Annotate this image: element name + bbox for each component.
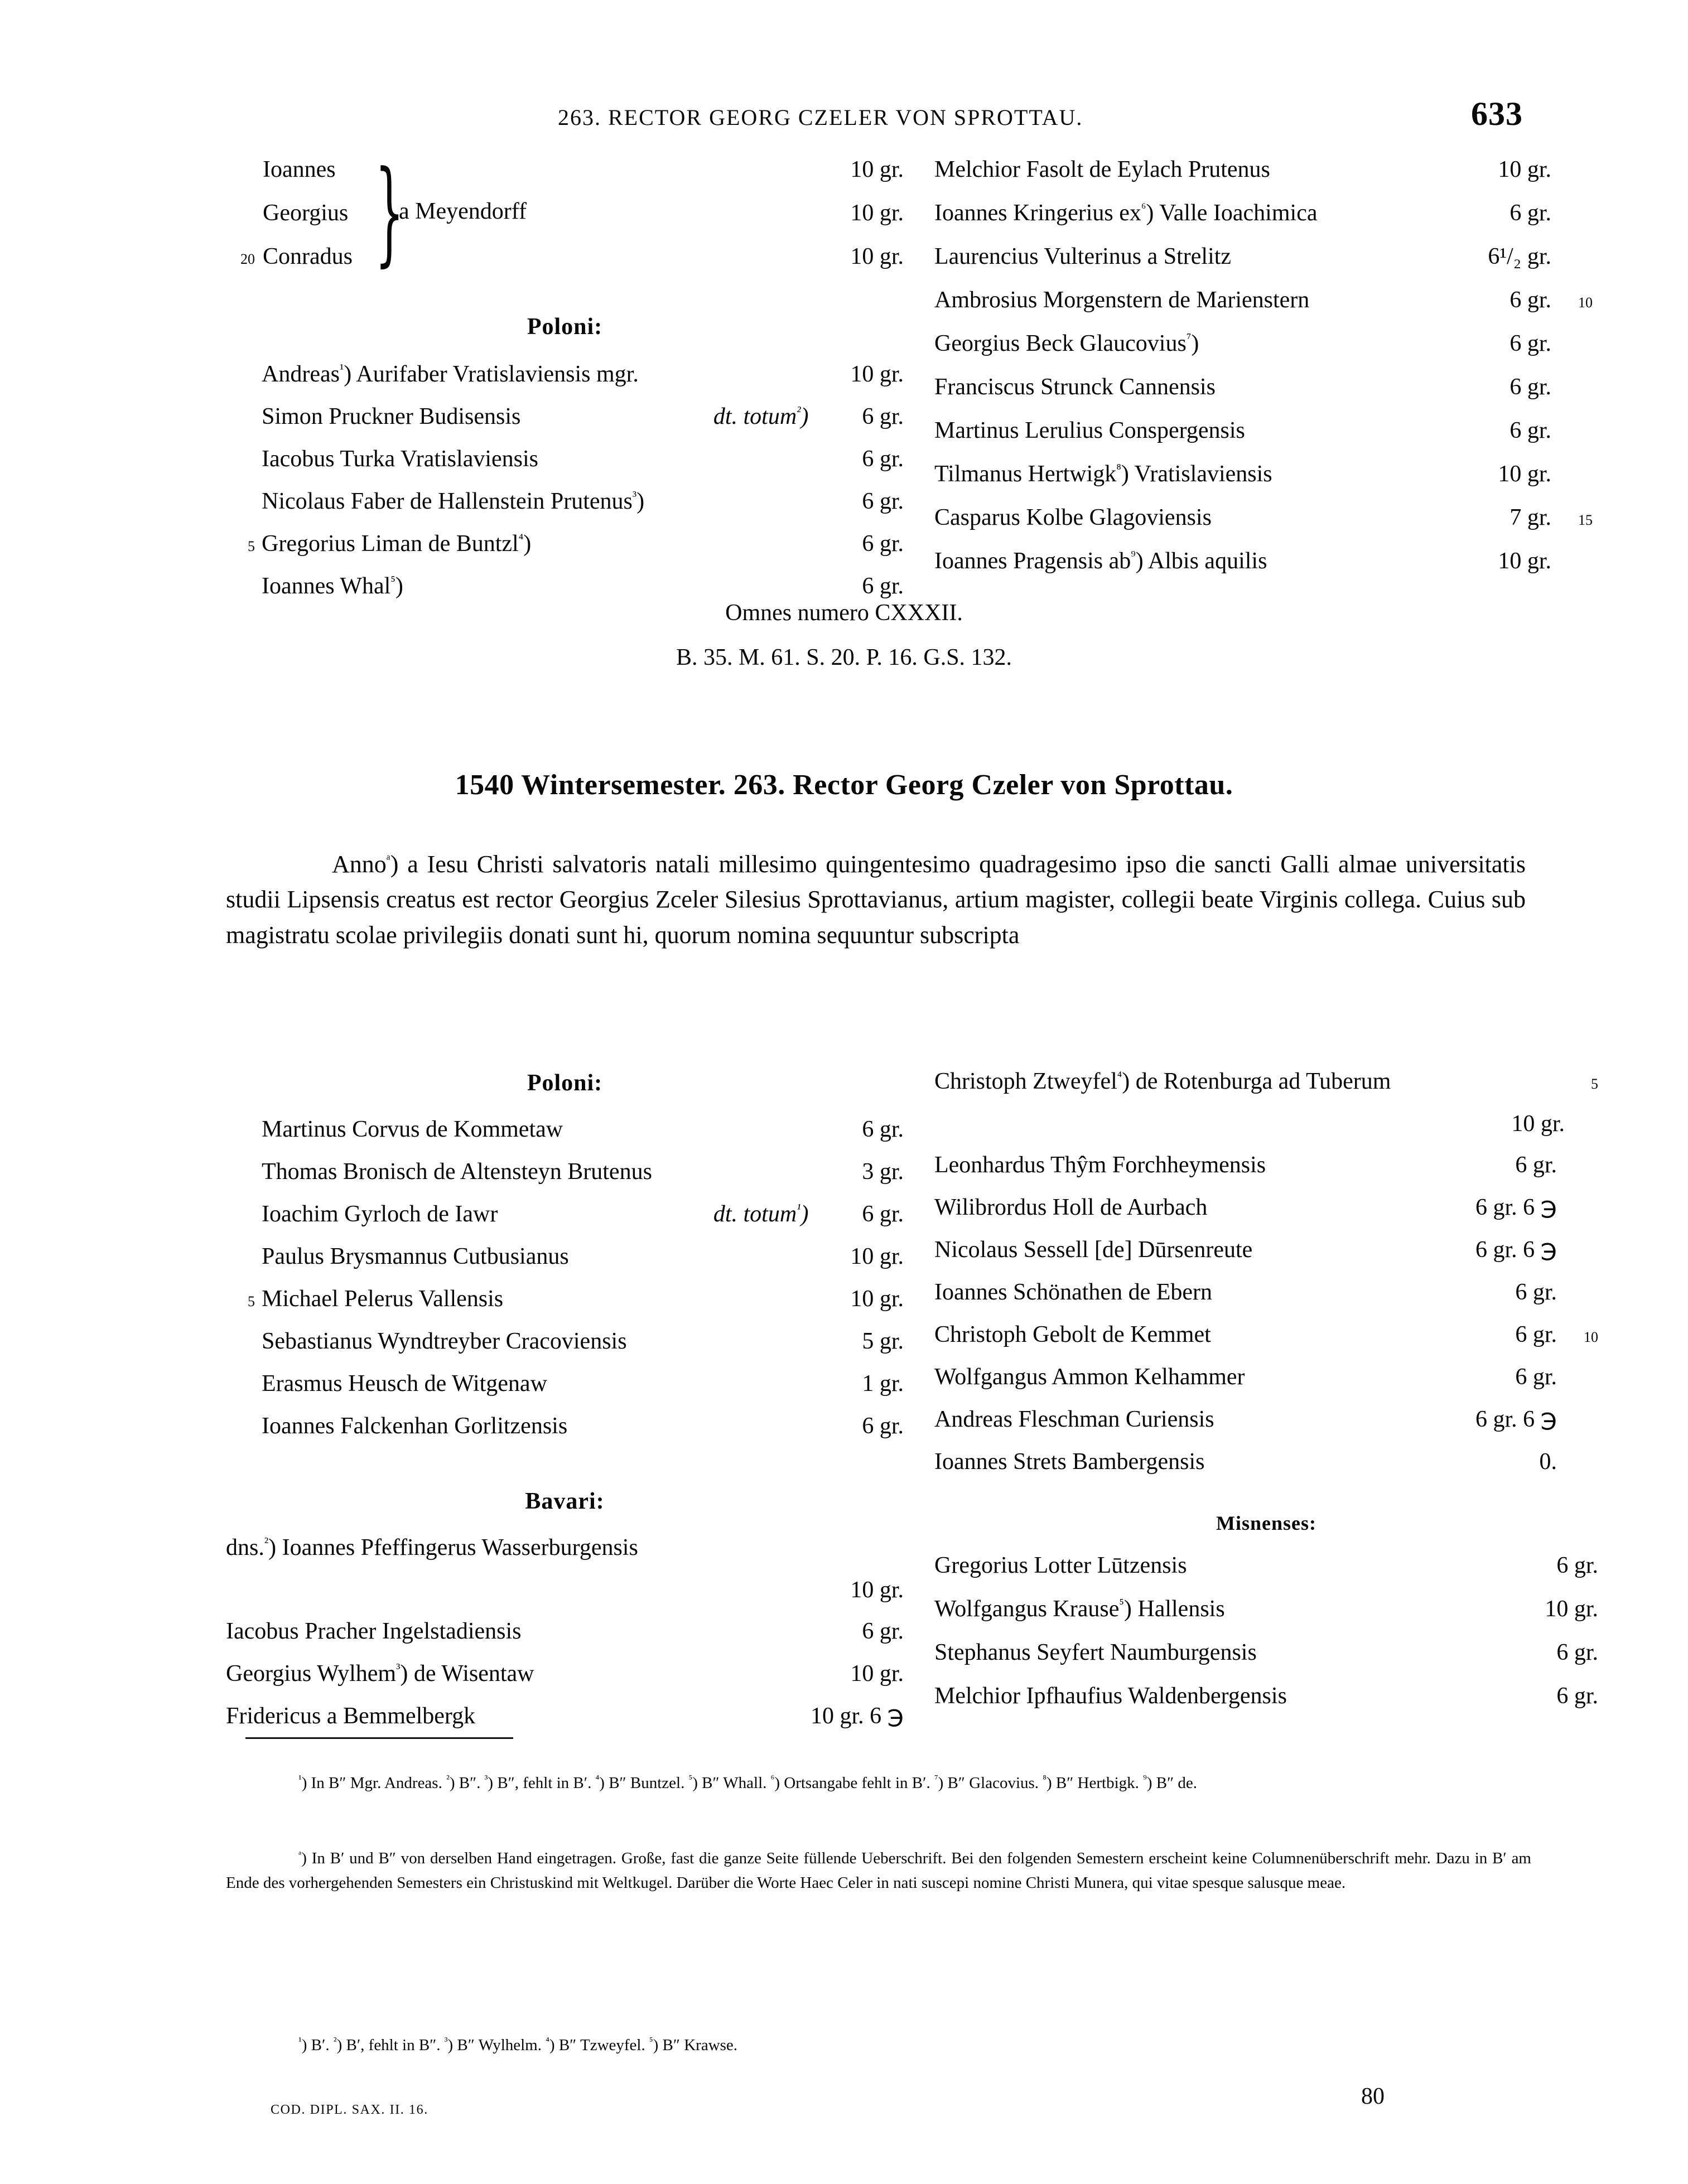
line-number: 20 — [240, 251, 255, 267]
footnote-text: $^{^1}$) In B″ Mgr. Andreas. $^{^2}$) B″. $^{^3}$) B″, fehlt in B′. $^{^4}$) B″ Buntzel. $^{^5}$) B″ Whall. $^{^6}$) Ortsangabe fehlt in B′. $^{^7}$) B″ Glacovius. $^{^8}$) B″ Hertbigk. $^{^9}$) B″ de. — [298, 1773, 1198, 1792]
entry-amount: 0. — [1539, 1449, 1557, 1475]
entry-amount: 6 gr. — [1515, 1152, 1557, 1178]
list-item — [226, 532, 904, 574]
entry-name: Franciscus Strunck Cannensis — [934, 374, 1216, 400]
list-item — [934, 1684, 1598, 1728]
list-item — [934, 288, 1593, 332]
entry-name: Iacobus Turka Vratislaviensis — [262, 446, 539, 472]
list-item — [934, 1365, 1598, 1408]
entry-name: Laurencius Vulterinus a Strelitz — [934, 244, 1232, 269]
entry-amount: 10 gr. — [850, 244, 904, 269]
entry-amount: 6 gr. — [862, 446, 904, 472]
entry-name: Georgius Wylhem$^{^3}$) de Wisentaw — [226, 1661, 534, 1687]
top-right-column — [934, 158, 1593, 593]
entry-name: Gregorius Liman de Buntzl$^{^4}$) — [262, 531, 532, 557]
entry-amount: 6 gr. — [862, 573, 904, 599]
section-paragraph: Anno$^ᵃ$) a Iesu Christi salvatoris natali millesimo quingentesimo quadragesimo ipso die sancti Galli almae universitatis studii Lipsensis creatus est rector Georgius Zceler Silesius Sprottavianus, artium magister, collegii beate Virginis collega. Cuius sub magistratu scolae privilegiis donati sunt hi, quorum nomina sequuntur subscripta — [226, 851, 1526, 949]
list-item — [934, 1281, 1598, 1323]
entry-amount-wrapped — [226, 1578, 904, 1620]
brace-group-label: a Meyendorff — [399, 199, 527, 224]
entry-amount: 10 gr. — [850, 1577, 904, 1603]
entry-name: Leonhardus Thŷm Forchheymensis — [934, 1152, 1266, 1178]
entry-name: Ioannes Schönathen de Ebern — [934, 1279, 1212, 1305]
entry-amount: 6 gr. — [862, 1413, 904, 1439]
lower-right-continued-list — [934, 1070, 1598, 1492]
list-item — [934, 462, 1593, 506]
footnote-separator-rule — [245, 1737, 513, 1739]
entry-name: Simon Pruckner Budisensis — [262, 404, 521, 429]
entry-name: Gregorius Lotter Lūtzensis — [934, 1553, 1187, 1578]
entry-name: Martinus Lerulius Conspergensis — [934, 418, 1245, 443]
entry-amount: 10 gr. 6 ℈ — [811, 1703, 904, 1729]
entry-name: Wolfgangus Krause$^{^5}$) Hallensis — [934, 1596, 1225, 1622]
list-item — [226, 1245, 904, 1287]
entry-name: Ioannes Kringerius $ex^{^6}$) Valle Ioachimica — [934, 200, 1318, 226]
lower-left-bavari-list — [226, 1536, 904, 1747]
entry-amount: 10 gr. — [850, 1661, 904, 1687]
entry-name: Paulus Brysmannus Cutbusianus — [262, 1244, 569, 1269]
entry-amount: 10 gr. — [850, 200, 904, 226]
section-title: 1540 Wintersemester. 263. Rector Georg Czeler von Sprottau. — [455, 769, 1233, 801]
list-item — [934, 419, 1593, 462]
list-item — [226, 1330, 904, 1372]
entry-amount: 10 gr. — [1511, 1111, 1565, 1137]
list-item — [226, 1118, 904, 1160]
entry-amount-wrapped — [934, 1112, 1598, 1153]
line-number-right: 10 — [1584, 1329, 1598, 1345]
group-heading-bavari: Bavari: — [525, 1489, 605, 1514]
list-item — [934, 506, 1593, 549]
list-item — [934, 245, 1593, 288]
footnote-numbered-bottom — [226, 2033, 1526, 2057]
entry-name: Fridericus a Bemmelbergk — [226, 1703, 476, 1729]
list-item — [226, 447, 904, 490]
total-line: Omnes numero CXXXII. — [725, 600, 963, 626]
entry-name: Christoph Ztweyfel$^{^4}$) de Rotenburga ad Tuberum — [934, 1069, 1391, 1094]
entry-name: Michael Pelerus Vallensis — [262, 1286, 504, 1312]
line-number-right: 15 — [1578, 512, 1593, 528]
list-item — [226, 201, 904, 245]
entry-amount: 10 gr. — [1545, 1596, 1598, 1622]
list-item — [226, 1662, 904, 1704]
entry-name: Andreas Fleschman Curiensis — [934, 1407, 1214, 1432]
list-item — [934, 1238, 1598, 1281]
entry-name: Erasmus Heusch de Witgenaw — [262, 1371, 547, 1397]
entry-name: Andreas$^{^1}$) Aurifaber Vratislaviensis mgr. — [262, 361, 639, 387]
entry-name: Sebastianus Wyndtreyber Cracoviensis — [262, 1328, 627, 1354]
list-item — [226, 1704, 904, 1747]
entry-name: Ioannes Strets Bambergensis — [934, 1449, 1205, 1475]
top-left-entry-list — [226, 363, 904, 617]
running-head-title: 263. RECTOR GEORG CZELER VON SPROTTAU. — [558, 105, 1083, 130]
entry-note: dt. totum$^{^2}$) — [713, 404, 814, 429]
entry-name: dns.$^{^2}$) Ioannes Pfeffingerus Wasserburgensis — [226, 1535, 638, 1560]
entry-name: Ioannes Whal$^{^5}$) — [262, 573, 403, 599]
list-item — [934, 1641, 1598, 1684]
line-number-right: 10 — [1578, 294, 1593, 311]
entry-amount: 6 gr. — [1509, 200, 1551, 226]
list-item — [226, 1414, 904, 1457]
group-heading-poloni-2: Poloni: — [527, 1070, 603, 1096]
entry-amount: 10 gr. — [850, 1244, 904, 1269]
entry-name: Stephanus Seyfert Naumburgensis — [934, 1640, 1257, 1665]
entry-amount: 6 gr. — [1556, 1683, 1598, 1709]
entry-amount: 6 gr. — [1515, 1279, 1557, 1305]
entry-name: Wolfgangus Ammon Kelhammer — [934, 1364, 1245, 1390]
entry-name: Wilibrordus Holl de Aurbach — [934, 1195, 1208, 1220]
entry-name: Nicolaus Sessell [de] Dūrsenreute — [934, 1237, 1253, 1263]
list-item — [934, 332, 1593, 375]
entry-name: Conradus — [263, 244, 353, 269]
entry-name: Christoph Gebolt de Kemmet — [934, 1322, 1211, 1347]
curly-brace-icon: } — [375, 147, 404, 278]
entry-name: Martinus Corvus de Kommetaw — [262, 1117, 563, 1142]
entry-amount: 3 gr. — [862, 1159, 904, 1185]
list-item — [934, 1153, 1598, 1196]
running-head — [167, 95, 1523, 133]
entry-amount: 6 gr. — [1509, 418, 1551, 443]
entry-name: Tilmanus Hertwigk$^{^8}$) Vratislaviensis — [934, 461, 1272, 487]
list-item — [226, 1202, 904, 1245]
list-item — [934, 1408, 1598, 1450]
entry-amount: 10 gr. — [850, 1286, 904, 1312]
entry-amount: 6 gr. — [862, 404, 904, 429]
list-item — [934, 1450, 1598, 1492]
entry-amount: 10 gr. — [1498, 157, 1551, 182]
line-number-right: 5 — [1591, 1076, 1598, 1092]
entry-name: Nicolaus Faber de Hallenstein Prutenus$^{^3}$) — [262, 489, 645, 514]
footnote-lettered — [226, 1846, 1531, 1895]
entry-amount: 6 gr. — [862, 1117, 904, 1142]
folio-number: 633 — [1471, 95, 1523, 132]
entry-name: Casparus Kolbe Glagoviensis — [934, 505, 1212, 530]
list-item — [226, 1620, 904, 1662]
entry-name: Ioannes Falckenhan Gorlitzensis — [262, 1413, 568, 1439]
entry-name: Ioannes Pragensis $ab^{^9}$) Albis aquilis — [934, 548, 1267, 574]
top-left-column — [226, 313, 904, 617]
lower-right-misnenses-list — [934, 1554, 1598, 1728]
entry-amount: 6 gr. — [862, 531, 904, 557]
entry-name: Melchior Ipfhaufius Waldenbergensis — [934, 1683, 1287, 1709]
list-item — [934, 375, 1593, 419]
lower-right-column — [934, 1070, 1598, 1728]
entry-amount: 6 gr. — [1556, 1553, 1598, 1578]
entry-amount: 6 gr. — [1509, 287, 1551, 313]
list-item — [226, 245, 904, 288]
entry-amount: 1 gr. — [862, 1371, 904, 1397]
list-item — [934, 1554, 1598, 1597]
lower-left-poloni-list — [226, 1118, 904, 1457]
list-item — [934, 1070, 1598, 1112]
list-item — [226, 1372, 904, 1414]
entry-amount: 6 gr. 6 ℈ — [1475, 1407, 1557, 1432]
entry-amount: 10 gr. — [1498, 461, 1551, 487]
footnote-text: $^{^1}$) B′. $^{^2}$) B′, fehlt in B″. $^{^3}$) B″ Wylhelm. $^{^4}$) B″ Tzweyfel. $^{^5}$) B″ Krawse. — [298, 2035, 738, 2054]
list-item — [226, 158, 904, 201]
list-item — [226, 1536, 904, 1578]
entry-amount: 6 gr. — [1509, 331, 1551, 356]
sheet-signature: 80 — [1361, 2084, 1385, 2109]
entry-name: Thomas Bronisch de Altensteyn Brutenus — [262, 1159, 652, 1185]
entry-amount: 6 gr. — [1515, 1364, 1557, 1390]
list-item — [934, 158, 1593, 201]
entry-amount: 5 gr. — [862, 1328, 904, 1354]
list-item — [226, 490, 904, 532]
entry-amount: 6 gr. — [1509, 374, 1551, 400]
lower-left-column — [226, 1070, 904, 1747]
tally-line: B. 35. M. 61. S. 20. P. 16. G.S. 132. — [676, 645, 1012, 670]
list-item — [934, 1597, 1598, 1641]
list-item — [226, 405, 904, 447]
entry-amount: 6¹/₂ gr. — [1488, 244, 1551, 269]
entry-amount: 6 gr. — [862, 1618, 904, 1644]
entry-name: Melchior Fasolt de Eylach Prutenus — [934, 157, 1270, 182]
entry-amount: 6 gr. — [1515, 1322, 1557, 1347]
entry-amount: 10 gr. — [1498, 548, 1551, 574]
entry-name: Ioachim Gyrloch de Iawr — [262, 1201, 498, 1227]
footnote-text: $^ᵃ$) In B′ und B″ von derselben Hand eingetragen. Große, fast die ganze Seite füllende Ueberschrift. Bei den folgenden Semestern erscheint keine Columnenüberschrift mehr. Dazu in B′ am Ende des vorhergehenden Semesters ein Christuskind mit Weltkugel. Darüber die Worte Haec Celer in nati suscepi nomine Christi Munera, qui vitae spesque salusque meae. — [226, 1848, 1531, 1892]
list-item — [226, 1160, 904, 1202]
list-item — [226, 1287, 904, 1330]
entry-amount: 10 gr. — [850, 157, 904, 182]
entry-amount: 6 gr. — [862, 489, 904, 514]
entry-name: Iacobus Pracher Ingelstadiensis — [226, 1618, 522, 1644]
entry-amount: 10 gr. — [850, 361, 904, 387]
line-number: 5 — [248, 538, 255, 554]
list-item — [934, 201, 1593, 245]
entry-name: Georgius Beck Glaucovius$^{^7}$) — [934, 331, 1199, 356]
group-heading-poloni: Poloni: — [527, 314, 603, 340]
group-heading-misnenses: Misnenses: — [1216, 1512, 1316, 1534]
imprint-colophon: COD. DIPL. SAX. II. 16. — [271, 2103, 428, 2117]
list-item — [226, 363, 904, 405]
entry-name: Georgius — [263, 200, 349, 226]
top-right-entry-list — [934, 158, 1593, 593]
list-item — [934, 1323, 1598, 1365]
entry-amount: 6 gr. 6 ℈ — [1475, 1195, 1557, 1220]
list-item — [934, 549, 1593, 593]
entry-amount: 6 gr. — [1556, 1640, 1598, 1665]
entry-amount: 7 gr. — [1509, 505, 1551, 530]
meyendorff-brace-group — [226, 147, 904, 288]
entry-note: dt. totum$^{^1}$) — [713, 1201, 814, 1227]
footnote-numbered-top — [226, 1771, 1526, 1795]
entry-name: Ambrosius Morgenstern de Marienstern — [934, 287, 1310, 313]
list-item — [934, 1196, 1598, 1238]
entry-amount: 6 gr. 6 ℈ — [1475, 1237, 1557, 1263]
entry-amount: 6 gr. — [862, 1201, 904, 1227]
entry-name: Ioannes — [263, 157, 336, 182]
line-number: 5 — [248, 1293, 255, 1310]
